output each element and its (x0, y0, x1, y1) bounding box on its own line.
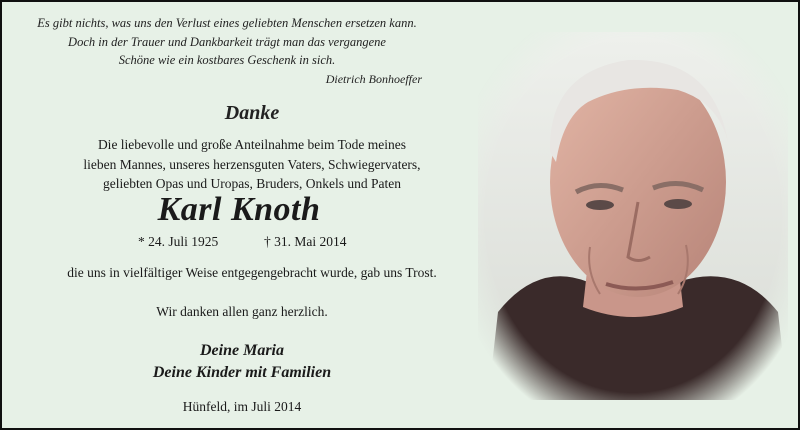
quote-author: Dietrich Bonhoeffer (325, 72, 422, 86)
place-date: Hünfeld, im Juli 2014 (182, 399, 302, 414)
quote-line: Es gibt nichts, was uns den Verlust eines geliebten Menschen ersetzen kann. (37, 16, 417, 30)
signer: Deine Kinder mit Familien (152, 364, 332, 381)
thanks-line: Die liebevolle und große Anteilnahme beim Tode meines (97, 137, 407, 152)
portrait-photo (478, 32, 788, 400)
signers-block (2, 340, 482, 384)
deceased-name: Karl Knoth (157, 191, 321, 228)
thanks-line: geliebten Opas und Uropas, Bruders, Onkels und Paten (102, 176, 402, 191)
signer: Deine Maria (200, 342, 284, 359)
thanks-paragraph (2, 135, 502, 194)
birth-date: * 24. Juli 1925 (138, 234, 219, 249)
quote-line: Schöne wie ein kostbares Geschenk in sich. (118, 53, 336, 67)
death-date: † 31. Mai 2014 (264, 234, 347, 249)
heading-danke: Danke (224, 102, 280, 124)
quote-block (2, 14, 452, 86)
thanks-continuation: die uns in vielfältiger Weise entgegengebracht wurde, gab uns Trost. (67, 265, 437, 280)
quote-line: Doch in der Trauer und Dankbarkeit trägt man das vergangene (68, 34, 386, 49)
closing-line: Wir danken allen ganz herzlich. (156, 304, 328, 319)
thanks-line: lieben Mannes, unseres herzensguten Vaters, Schwiegervaters, (83, 156, 421, 172)
